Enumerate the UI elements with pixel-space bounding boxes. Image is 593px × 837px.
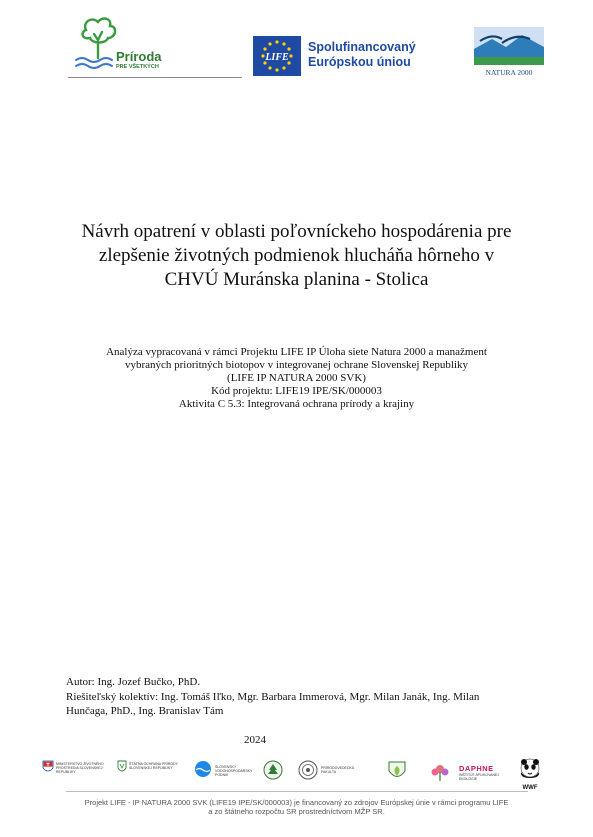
team-line-2: Hunčaga, PhD., Ing. Branislav Tám xyxy=(66,705,224,717)
flower-emblem-logo xyxy=(428,762,452,787)
eu-line-1: Spolufinancovaný xyxy=(308,40,416,54)
daphne-wordmark: DAPHNE xyxy=(459,764,494,773)
project-info-line-1: Analýza vypracovaná v rámci Projektu LIFE IP Úloha siete Natura 2000 a manažment xyxy=(106,346,487,358)
publication-year: 2024 xyxy=(244,734,266,746)
regional-crest-logo xyxy=(386,760,408,787)
header-divider xyxy=(68,77,242,78)
document-title xyxy=(40,220,553,292)
eu-cofinanced-text xyxy=(308,40,416,70)
eu-line-2: Európskou úniou xyxy=(308,55,411,69)
project-code: Kód projektu: LIFE19 IPE/SK/000003 xyxy=(211,385,382,397)
title-line-1: Návrh opatrení v oblasti poľovníckeho hospodárenia pre xyxy=(81,221,512,242)
pf-logo xyxy=(298,760,361,780)
funding-note xyxy=(40,798,553,816)
eu-flag-life-logo xyxy=(253,36,301,76)
wwf-logo xyxy=(518,758,542,791)
authors-block xyxy=(66,675,536,718)
sop-logo-text: ŠTÁTNA OCHRANA PRÍRODY SLOVENSKEJ REPUBLIKY xyxy=(129,762,178,770)
priroda-wordmark: Príroda xyxy=(116,49,162,64)
funding-note-line-1: Projekt LIFE - IP NATURA 2000 SVK (LIFE19 IPE/SK/000003) je financovaný zo zdrojov Európskej únie v rámci programu LIFE xyxy=(84,798,509,807)
daphne-subtitle: INŠTITÚT APLIKOVANEJ EKOLÓGIE xyxy=(459,773,500,781)
author: Autor: Ing. Jozef Bučko, PhD. xyxy=(66,676,201,688)
pf-logo-text: PRÍRODOVEDECKÁ FAKULTA xyxy=(321,766,355,774)
sop-logo xyxy=(117,760,185,774)
wwf-wordmark: WWF xyxy=(522,785,538,791)
natura-2000-logo xyxy=(472,25,546,77)
ministry-logo-text: MINISTERSTVO ŽIVOTNÉHO PROSTREDIA SLOVENSKEJ REPUBLIKY xyxy=(56,762,104,774)
priroda-subtitle: PRE VŠETKÝCH xyxy=(116,64,159,70)
natura-logo-text: NATURA 2000 xyxy=(485,68,533,77)
project-info xyxy=(40,346,553,411)
title-line-3: CHVÚ Muránska planina - Stolica xyxy=(164,269,429,290)
vuvh-logo xyxy=(194,760,257,778)
funding-note-line-2: a zo štátneho rozpočtu SR prostredníctvom MŽP SR. xyxy=(208,807,385,816)
life-logo-text: LIFE xyxy=(265,52,289,63)
team-line-1: Riešiteľský kolektív: Ing. Tomáš Iľko, Mgr. Barbara Immerová, Mgr. Milan Janák, Ing. Milan xyxy=(66,691,480,703)
forest-emblem-logo xyxy=(263,760,283,785)
vuvh-logo-text: SLOVENSKÝ VODOHOSPODÁRSKY PODNIK xyxy=(215,765,253,777)
daphne-logo xyxy=(459,764,503,781)
project-info-line-2: vybraných prioritných biotopov v integrovanej ochrane Slovenskej Republiky xyxy=(124,359,469,371)
footer-divider xyxy=(66,791,528,792)
project-info-line-3: (LIFE IP NATURA 2000 SVK) xyxy=(227,372,366,384)
project-activity: Aktivita C 5.3: Integrovaná ochrana prírody a krajiny xyxy=(178,398,415,410)
title-line-2: zlepšenie životných podmienok hlucháňa hôrneho v xyxy=(98,245,495,266)
ministry-logo xyxy=(42,760,108,774)
